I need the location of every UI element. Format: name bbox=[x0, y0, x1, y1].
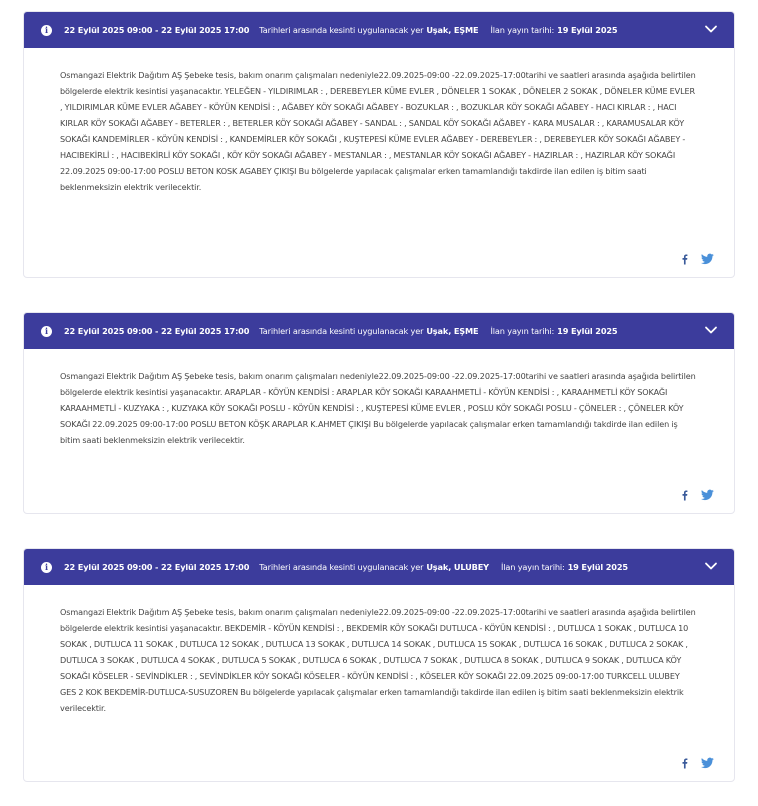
notice-header[interactable] bbox=[24, 12, 734, 48]
twitter-icon[interactable] bbox=[701, 489, 714, 501]
notice-header[interactable] bbox=[24, 313, 734, 349]
chevron-down-icon[interactable] bbox=[704, 559, 718, 573]
info-icon: i bbox=[41, 25, 52, 36]
facebook-icon[interactable] bbox=[679, 757, 691, 769]
outage-notice-card bbox=[23, 312, 735, 514]
notice-body: Osmangazi Elektrik Dağıtım AŞ Şebeke tesis, bakım onarım çalışmaları nedeniyle22.09.2025-09:00 -22.09.2025-17:00tarihi ve saatleri arasında aşağıda belirtilen bölgelerde elektrik kesintisi yaşanacaktır. ARAPLAR - KÖYÜN KENDİSİ : ARAPLAR KÖY SOKAĞI KARAAHMETLİ - KÖYÜN KENDİSİ : , KARAAHMETLİ KÖY SOKAĞI KARAAHMETLİ - KUZYAKA : , KUZYAKA KÖY SOKAĞI POSLU - KÖYÜN KENDİSİ : , KUŞTEPESİ KÜME EVLER , POSLU KÖY SOKAĞI POSLU - ÇÖNELER : , ÇÖNELER KÖY SOKAĞI 22.09.2025 09:00-17:00 POSLU BETON KÖŞK ARAPLAR K.AHMET ÇIKIŞI Bu bölgelerde yapılacak çalışmalar erken tamamlandığı takdirde ilan edilen iş bitim saati beklenmeksizin elektrik verilecektir. bbox=[60, 371, 696, 445]
publish-date: 19 Eylül 2025 bbox=[567, 562, 628, 572]
notice-location-label: Tarihleri arasında kesinti uygulanacak yer bbox=[259, 326, 424, 336]
publish-date-label: İlan yayın tarihi: bbox=[490, 326, 555, 336]
notice-date-range: 22 Eylül 2025 09:00 - 22 Eylül 2025 17:00 bbox=[64, 326, 250, 336]
publish-date: 19 Eylül 2025 bbox=[557, 326, 618, 336]
notice-location-label: Tarihleri arasında kesinti uygulanacak yer bbox=[259, 562, 424, 572]
publish-date-group bbox=[501, 562, 628, 572]
notice-header[interactable] bbox=[24, 549, 734, 585]
publish-date-group bbox=[491, 25, 618, 35]
share-buttons bbox=[679, 757, 714, 769]
share-buttons bbox=[679, 489, 714, 501]
notice-body: Osmangazi Elektrik Dağıtım AŞ Şebeke tesis, bakım onarım çalışmaları nedeniyle22.09.2025-09:00 -22.09.2025-17:00tarihi ve saatleri arasında aşağıda belirtilen bölgelerde elektrik kesintisi yaşanacaktır. BEKDEMİR - KÖYÜN KENDİSİ : , BEKDEMİR KÖY SOKAĞI DUTLUCA - KÖYÜN KENDİSİ : , DUTLUCA 1 SOKAK , DUTLUCA 10 SOKAK , DUTLUCA 11 SOKAK , DUTLUCA 12 SOKAK , DUTLUCA 13 SOKAK , DUTLUCA 14 SOKAK , DUTLUCA 15 SOKAK , DUTLUCA 16 SOKAK , DUTLUCA 2 SOKAK , DUTLUCA 3 SOKAK , DUTLUCA 4 SOKAK , DUTLUCA 5 SOKAK , DUTLUCA 6 SOKAK , DUTLUCA 7 SOKAK , DUTLUCA 8 SOKAK , DUTLUCA 9 SOKAK , DUTLUCA KÖY SOKAĞI KÖSELER - SEVİNDİKLER : , SEVİNDİKLER KÖY SOKAĞI KÖSELER - KÖYÜN KENDİSİ : , KÖSELER KÖY SOKAĞI 22.09.2025 09:00-17:00 TURKCELL ULUBEY GES 2 KOK BEKDEMİR-DUTLUCA-SUSUZOREN Bu bölgelerde yapılacak çalışmalar erken tamamlandığı takdirde ilan edilen iş bitim saati beklenmeksizin elektrik verilecektir. bbox=[60, 607, 696, 713]
notice-date-range: 22 Eylül 2025 09:00 - 22 Eylül 2025 17:00 bbox=[64, 25, 250, 35]
info-icon: i bbox=[41, 326, 52, 337]
publish-date-label: İlan yayın tarihi: bbox=[500, 562, 565, 572]
notice-location-label: Tarihleri arasında kesinti uygulanacak yer bbox=[259, 25, 424, 35]
outage-notice-card bbox=[23, 548, 735, 782]
facebook-icon[interactable] bbox=[679, 489, 691, 501]
publish-date: 19 Eylül 2025 bbox=[557, 25, 618, 35]
facebook-icon[interactable] bbox=[679, 253, 691, 265]
twitter-icon[interactable] bbox=[701, 253, 714, 265]
share-buttons bbox=[679, 253, 714, 265]
notice-date-range: 22 Eylül 2025 09:00 - 22 Eylül 2025 17:00 bbox=[64, 562, 250, 572]
publish-date-label: İlan yayın tarihi: bbox=[490, 25, 555, 35]
publish-date-group bbox=[491, 326, 618, 336]
notice-location: Uşak, EŞME bbox=[426, 25, 479, 35]
outage-notice-card bbox=[23, 11, 735, 278]
notice-body: Osmangazi Elektrik Dağıtım AŞ Şebeke tesis, bakım onarım çalışmaları nedeniyle22.09.2025-09:00 -22.09.2025-17:00tarihi ve saatleri arasında aşağıda belirtilen bölgelerde elektrik kesintisi yaşanacaktır. YELEĞEN - YILDIRIMLAR : , DEREBEYLER KÜME EVLER , DÖNELER 1 SOKAK , DÖNELER 2 SOKAK , DÖNELER KÜME EVLER , YILDIRIMLAR KÜME EVLER AĞABEY - KÖYÜN KENDİSİ : , AĞABEY KÖY SOKAĞI AĞABEY - BOZUKLAR : , BOZUKLAR KÖY SOKAĞI AĞABEY - HACI KIRLAR : , HACI KIRLAR KÖY SOKAĞI AĞABEY - BETERLER : , BETERLER KÖY SOKAĞI AĞABEY - SANDAL : , SANDAL KÖY SOKAĞI AĞABEY - KARA MUSALAR : , KARAMUSALAR KÖY SOKAĞI KANDEMİRLER - KÖYÜN KENDİSİ : , KANDEMİRLER KÖY SOKAĞI , KUŞTEPESİ KÜME EVLER AĞABEY - DEREBEYLER : , DEREBEYLER KÖY SOKAĞI AĞABEY - HACIBEKİRLİ : , HACIBEKİRLİ KÖY SOKAĞI , KÖY KÖY SOKAĞI AĞABEY - MESTANLAR : , MESTANLAR KÖY SOKAĞI AĞABEY - HAZIRLAR : , HAZIRLAR KÖY SOKAĞI 22.09.2025 09:00-17:00 POSLU BETON KOSK AGABEY ÇIKIŞI Bu bölgelerde yapılacak çalışmalar erken tamamlandığı takdirde ilan edilen iş bitim saati beklenmeksizin elektrik verilecektir. bbox=[60, 70, 696, 192]
twitter-icon[interactable] bbox=[701, 757, 714, 769]
notice-location: Uşak, ULUBEY bbox=[426, 562, 489, 572]
notice-location: Uşak, EŞME bbox=[426, 326, 479, 336]
chevron-down-icon[interactable] bbox=[704, 323, 718, 337]
info-icon: i bbox=[41, 562, 52, 573]
chevron-down-icon[interactable] bbox=[704, 22, 718, 36]
